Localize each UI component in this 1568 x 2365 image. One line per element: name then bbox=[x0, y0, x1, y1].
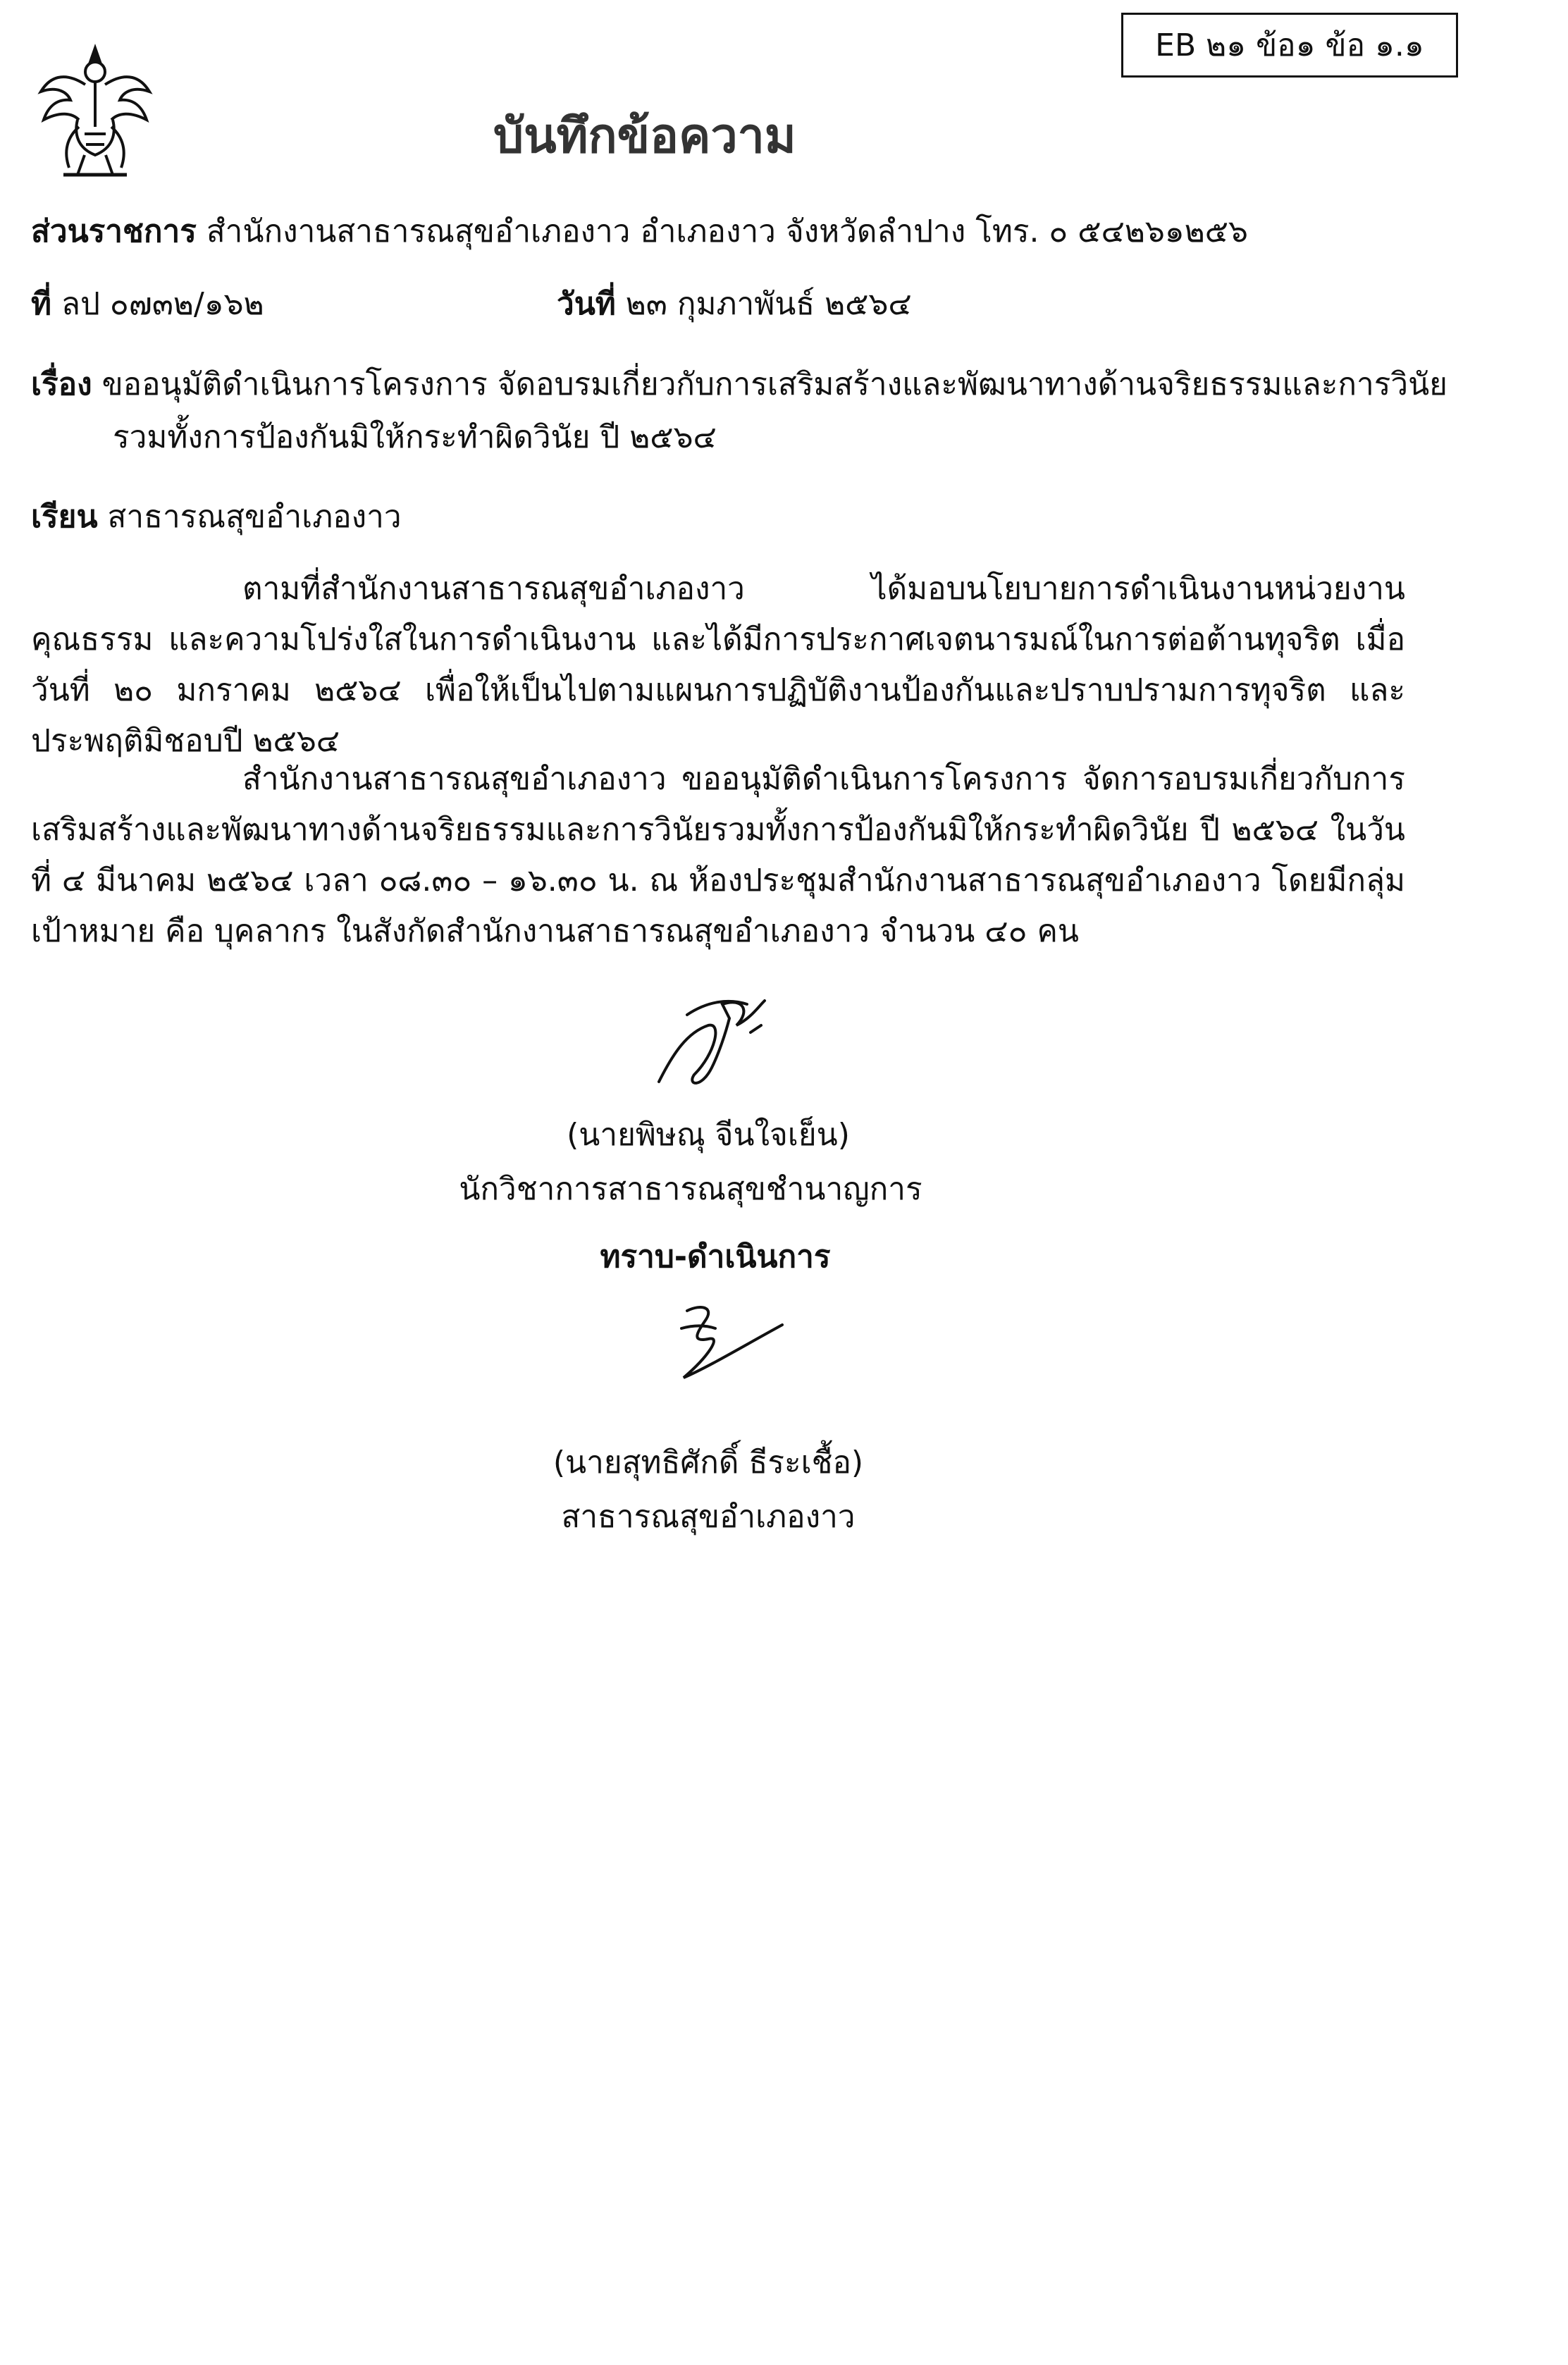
agency-label: ส่วนราชการ bbox=[31, 214, 197, 249]
date-label: วันที่ bbox=[557, 286, 616, 322]
subject-line bbox=[31, 359, 1447, 409]
subject-text-line1: ขออนุมัติดำเนินการโครงการ จัดอบรมเกี่ยวกับการเสริมสร้างและพัฒนาทางด้านจริยธรรมและการวินัย bbox=[101, 366, 1447, 402]
signer-2-position: สาธารณสุขอำเภองาว bbox=[561, 1499, 856, 1535]
subject-label: เรื่อง bbox=[31, 366, 92, 402]
signer-1-position: นักวิชาการสาธารณสุขชำนาญการ bbox=[459, 1171, 922, 1207]
document-number-line bbox=[31, 279, 264, 328]
date-value: ๒๓ กุมภาพันธ์ ๒๕๖๔ bbox=[625, 286, 912, 322]
agency-value: สำนักงานสาธารณสุขอำเภองาว อำเภองาว จังหวัดลำปาง โทร. ๐ ๕๔๒๖๑๒๕๖ bbox=[206, 214, 1248, 249]
body-paragraph-2: สำนักงานสาธารณสุขอำเภองาว ขออนุมัติดำเนินการโครงการ จัดการอบรมเกี่ยวกับการเสริมสร้างและพัฒนาทางด้านจริยธรรมและการวินัยรวมทั้งการป้องกันมิให้กระทำผิดวินัย ปี ๒๕๖๔ ในวันที่ ๔ มีนาคม ๒๕๖๔ เวลา ๐๘.๓๐ – ๑๖.๓๐ น. ณ ห้องประชุมสำนักงานสาธารณสุขอำเภองาว โดยมีกลุ่มเป้าหมาย คือ บุคลากร ในสังกัดสำนักงานสาธารณสุขอำเภองาว จำนวน ๔๐ คน bbox=[31, 761, 1405, 949]
addressee-line bbox=[31, 492, 402, 541]
document-title: บันทึกข้อความ bbox=[493, 109, 796, 164]
garuda-emblem-icon bbox=[35, 42, 155, 180]
signer-1-name: (นายพิษณุ จีนใจเย็น) bbox=[567, 1117, 850, 1153]
signature-2-icon bbox=[666, 1290, 793, 1388]
date-line bbox=[557, 279, 912, 328]
addressee-value: สาธารณสุขอำเภองาว bbox=[107, 499, 402, 535]
addressee-label: เรียน bbox=[31, 499, 98, 535]
document-number-value: ลป ๐๗๓๒/๑๖๒ bbox=[61, 286, 264, 322]
reference-box bbox=[1121, 13, 1458, 78]
approval-text: ทราบ-ดำเนินการ bbox=[600, 1239, 831, 1275]
signer-2-name: (นายสุทธิศักดิ์ ธีระเชื้อ) bbox=[552, 1445, 864, 1481]
reference-text: EB ๒๑ ข้อ๑ ข้อ ๑.๑ bbox=[1155, 27, 1424, 63]
signature-1-icon bbox=[645, 983, 786, 1103]
agency-line bbox=[31, 206, 1248, 256]
subject-text-line2: รวมทั้งการป้องกันมิให้กระทำผิดวินัย ปี ๒๕๖๔ bbox=[113, 419, 717, 455]
document-number-label: ที่ bbox=[31, 286, 52, 322]
body-paragraph-1: ตามที่สำนักงานสาธารณสุขอำเภองาว ได้มอบนโยบายการดำเนินงานหน่วยงานคุณธรรม และความโปร่งใสในการดำเนินงาน และได้มีการประกาศเจตนารมณ์ในการต่อต้านทุจริต เมื่อวันที่ ๒๐ มกราคม ๒๕๖๔ เพื่อให้เป็นไปตามแผนการปฏิบัติงานป้องกันและปราบปรามการทุจริต และประพฤติมิชอบปี ๒๕๖๔ bbox=[31, 571, 1405, 759]
